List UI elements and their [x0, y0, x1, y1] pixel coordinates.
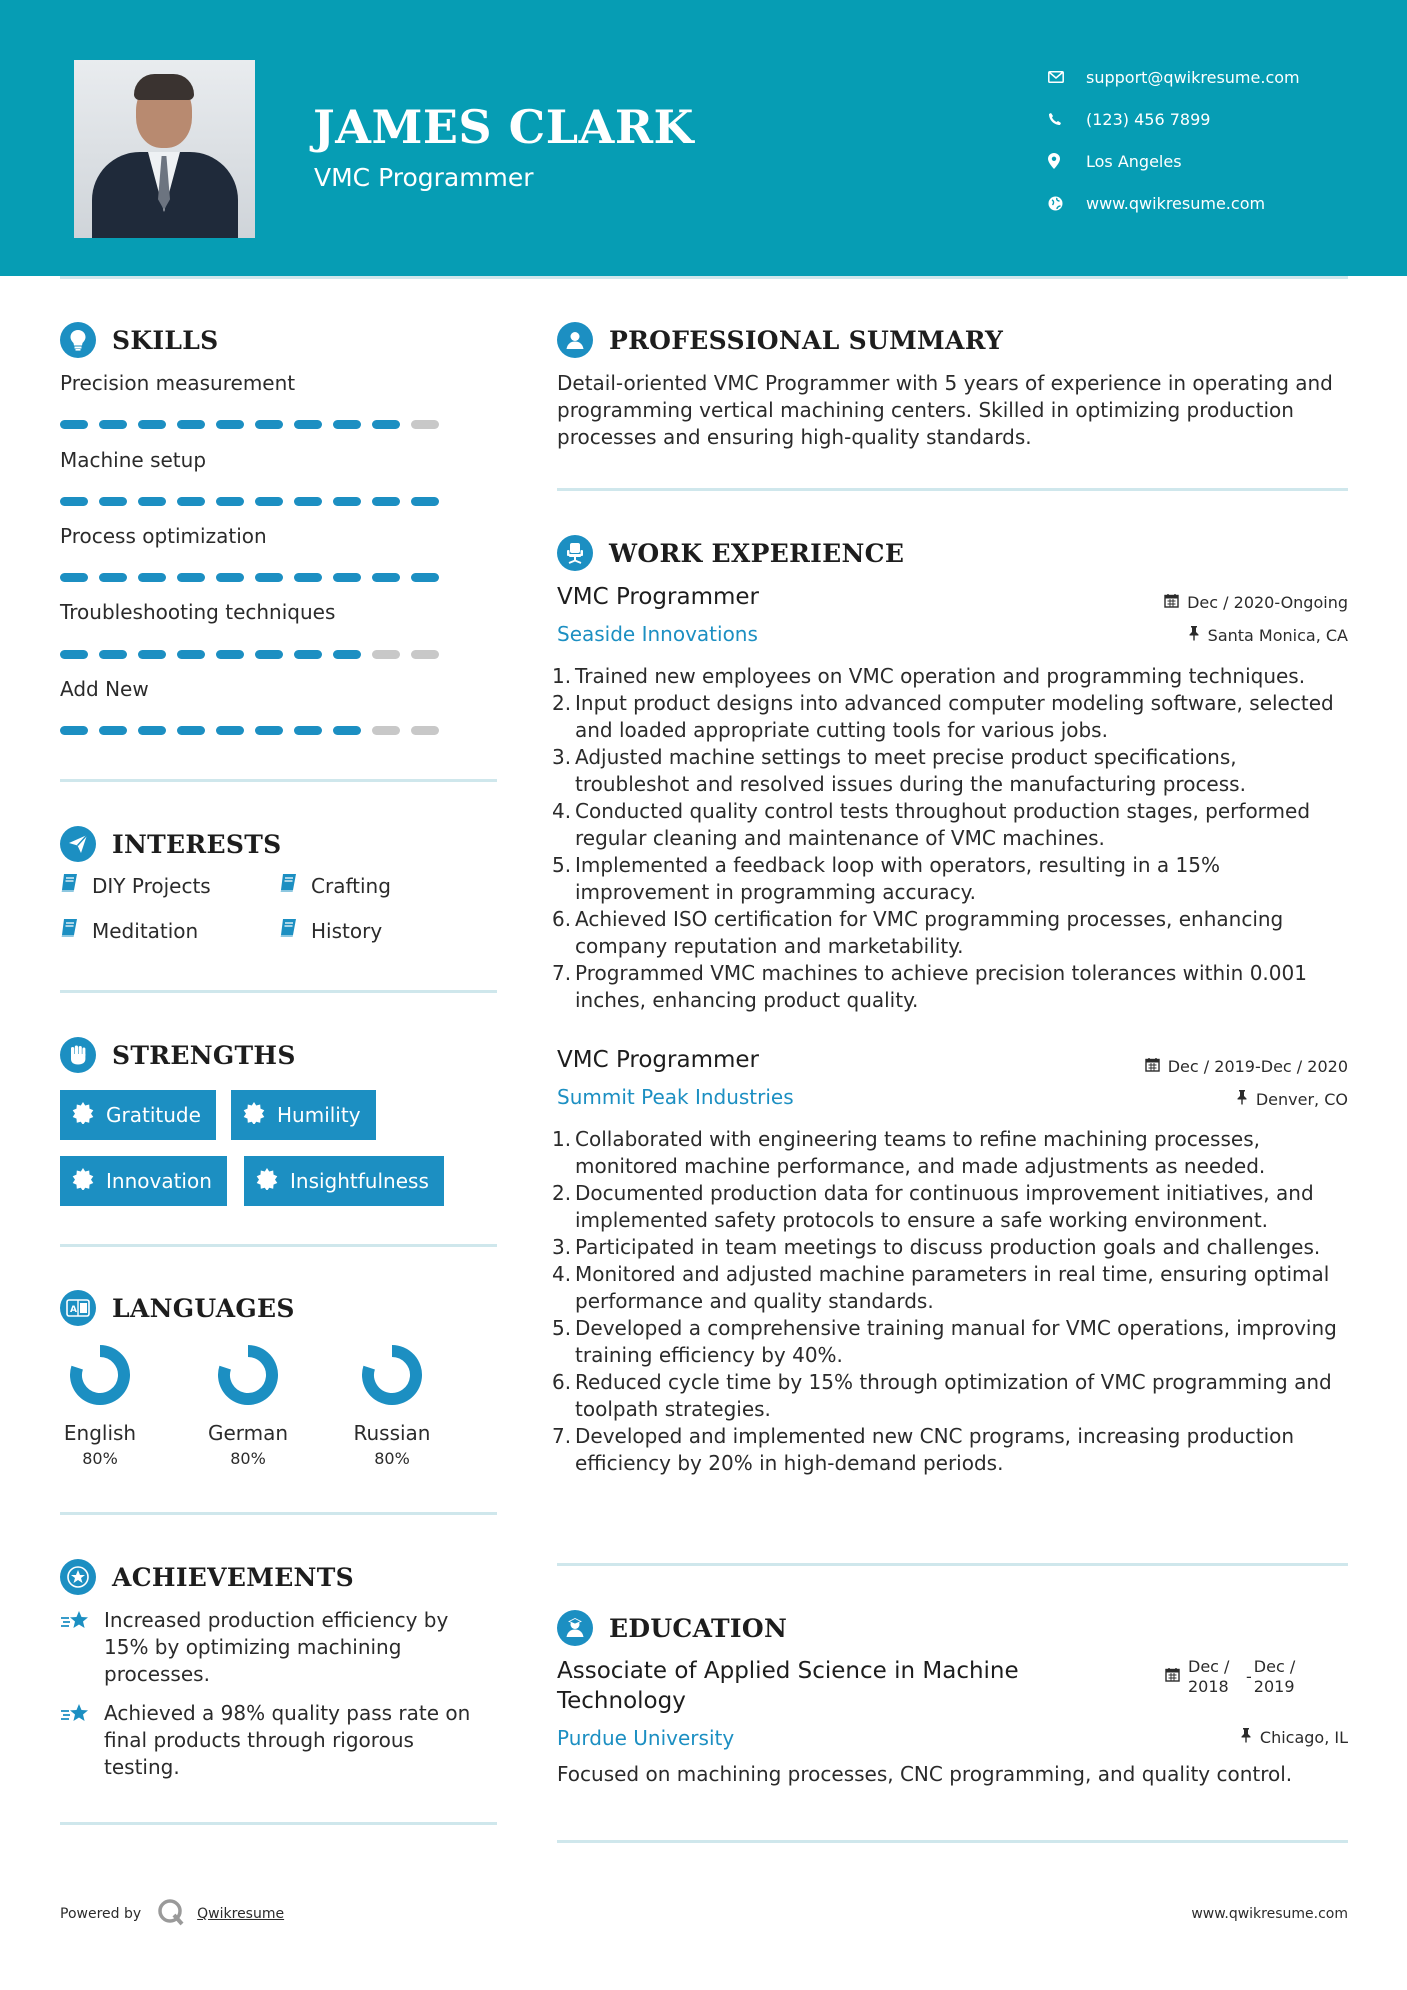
skill-dot-empty	[372, 650, 400, 659]
strength-tag	[60, 1090, 216, 1140]
summary-text: Detail-oriented VMC Programmer with 5 years of experience in operating and programming vertical machining centers. Skilled in optimizing production processes and ensuring high-quality standards.	[557, 371, 1333, 449]
map-pin-icon	[1048, 152, 1078, 170]
contact-location	[1048, 140, 1300, 182]
skill-name: Machine setup	[60, 448, 207, 472]
job-bullet	[552, 744, 1352, 798]
skill-dot-filled	[333, 650, 361, 659]
skills-title: SKILLS	[112, 325, 219, 355]
education-description: Focused on machining processes, CNC programming, and quality control.	[557, 1762, 1293, 1786]
pushpin-icon	[1188, 625, 1200, 645]
interest-label: Meditation	[92, 918, 199, 943]
bullet-text: Documented production data for continuous improvement initiatives, and implemented safety protocols to ensure a safe working environment.	[575, 1181, 1314, 1232]
skill-dot-filled	[60, 420, 88, 429]
bullet-number: 4.	[552, 799, 572, 823]
job-dates	[1145, 1057, 1348, 1076]
skill-dot-filled	[333, 573, 361, 582]
skill-dot-filled	[411, 497, 439, 506]
candidate-name: JAMES CLARK	[313, 100, 695, 154]
skill-dot-filled	[216, 497, 244, 506]
company-name: Summit Peak Industries	[557, 1085, 794, 1109]
bullet-text: Input product designs into advanced computer modeling software, selected and loaded appropriate cutting tools for various jobs.	[575, 691, 1334, 742]
footer-website[interactable]: www.qwikresume.com	[1191, 1906, 1348, 1922]
contact-phone-text: (123) 456 7899	[1086, 109, 1211, 129]
job-bullet	[552, 663, 1352, 690]
summary-title: PROFESSIONAL SUMMARY	[609, 325, 1004, 355]
summary-divider	[557, 488, 1348, 491]
skill-dot-filled	[99, 420, 127, 429]
experience-divider	[557, 1563, 1348, 1566]
pushpin-icon	[1236, 1089, 1248, 1109]
job-location-text: Santa Monica, CA	[1207, 625, 1348, 645]
contact-phone[interactable]	[1048, 98, 1300, 140]
skill-rating	[60, 420, 450, 429]
bullet-text: Developed and implemented new CNC programs, increasing production efficiency by 20% in high-demand periods.	[575, 1424, 1295, 1475]
bullet-number: 2.	[552, 1181, 572, 1205]
skill-dot-filled	[99, 650, 127, 659]
bullet-number: 5.	[552, 853, 572, 877]
contact-email[interactable]	[1048, 56, 1300, 98]
job-bullet	[552, 1261, 1352, 1315]
job-bullet	[552, 852, 1352, 906]
strengths-divider	[60, 1244, 497, 1247]
skill-name: Precision measurement	[60, 371, 296, 395]
achievement-item	[60, 1700, 490, 1781]
bullet-text: Collaborated with engineering teams to refine machining processes, monitored machine performance, and made adjustments as needed.	[575, 1127, 1266, 1178]
skill-rating	[60, 573, 450, 582]
book-icon	[279, 873, 299, 898]
job-bullet	[552, 906, 1352, 960]
experience-heading	[557, 535, 904, 571]
book-icon	[279, 918, 299, 943]
shooting-star-icon	[60, 1700, 104, 1781]
skill-dot-empty	[411, 420, 439, 429]
skill-dot-filled	[255, 420, 283, 429]
degree-title: Associate of Applied Science in Machine Technology	[557, 1658, 1019, 1714]
languages-heading	[60, 1290, 295, 1326]
profile-photo	[74, 60, 255, 238]
job-dates-text: Dec / 2019-Dec / 2020	[1167, 1057, 1348, 1076]
skill-dot-filled	[255, 726, 283, 735]
header-divider	[60, 276, 1348, 279]
badge-star-icon	[243, 1102, 265, 1129]
interests-title: INTERESTS	[112, 829, 282, 859]
strength-tag	[231, 1090, 376, 1140]
interest-label: DIY Projects	[92, 873, 211, 898]
achievements-heading	[60, 1559, 354, 1595]
skill-dot-empty	[411, 650, 439, 659]
bullet-number: 6.	[552, 907, 572, 931]
language-progress-arc	[224, 1351, 272, 1399]
book-icon	[60, 918, 80, 943]
skill-dot-filled	[60, 573, 88, 582]
skill-rating	[60, 650, 450, 659]
skill-dot-filled	[99, 497, 127, 506]
contact-website[interactable]	[1048, 182, 1300, 224]
languages-title: LANGUAGES	[112, 1293, 295, 1323]
job-dates-text: Dec / 2020-Ongoing	[1187, 593, 1348, 612]
bullet-text: Achieved ISO certification for VMC programming processes, enhancing company reputation and marketability.	[575, 907, 1284, 958]
footer-brand-link[interactable]: Qwikresume	[197, 1906, 285, 1922]
bullet-number: 1.	[552, 664, 572, 688]
skill-dot-filled	[216, 573, 244, 582]
skill-dot-filled	[177, 650, 205, 659]
calendar-icon	[1164, 593, 1179, 612]
contact-website-text: www.qwikresume.com	[1086, 193, 1266, 213]
job-bullet	[552, 798, 1352, 852]
job-bullet	[552, 1126, 1352, 1180]
strength-label: Gratitude	[106, 1103, 201, 1127]
job-title: VMC Programmer	[557, 584, 760, 610]
shooting-star-icon	[60, 1607, 104, 1688]
achievement-item	[60, 1607, 490, 1688]
skill-dot-filled	[138, 497, 166, 506]
education-title: EDUCATION	[609, 1613, 788, 1643]
bullet-number: 1.	[552, 1127, 572, 1151]
skill-dot-filled	[216, 650, 244, 659]
language-percent: 80%	[82, 1449, 118, 1468]
bullet-number: 6.	[552, 1370, 572, 1394]
skill-dot-filled	[99, 573, 127, 582]
bullet-text: Participated in team meetings to discuss production goals and challenges.	[575, 1235, 1321, 1259]
education-date-separator: -	[1246, 1667, 1252, 1686]
skill-dot-filled	[177, 420, 205, 429]
language-icon	[60, 1290, 96, 1326]
bullet-text: Conducted quality control tests throughout production stages, performed regular cleaning and maintenance of VMC machines.	[575, 799, 1311, 850]
skill-rating	[60, 726, 450, 735]
powered-by-label: Powered by	[60, 1906, 142, 1922]
language-item	[40, 1345, 160, 1468]
achievements-divider	[60, 1822, 497, 1825]
skill-name: Process optimization	[60, 524, 267, 548]
job-bullet	[552, 690, 1352, 744]
skill-dot-filled	[60, 497, 88, 506]
job-bullet	[552, 1315, 1352, 1369]
bullet-text: Trained new employees on VMC operation and programming techniques.	[575, 664, 1306, 688]
achievement-text: Increased production efficiency by 15% by optimizing machining processes.	[104, 1608, 449, 1686]
star-badge-icon	[60, 1559, 96, 1595]
graduate-icon	[557, 1610, 593, 1646]
skill-dot-filled	[294, 497, 322, 506]
job-bullets	[552, 663, 1352, 1014]
job-title: VMC Programmer	[557, 1047, 760, 1073]
strength-label: Humility	[277, 1103, 361, 1127]
achievement-text: Achieved a 98% quality pass rate on final products through rigorous testing.	[104, 1701, 471, 1779]
job-location	[1236, 1089, 1348, 1109]
badge-star-icon	[256, 1168, 278, 1195]
language-progress-ring	[362, 1345, 422, 1405]
strength-label: Insightfulness	[290, 1169, 429, 1193]
contact-location-text: Los Angeles	[1086, 151, 1182, 171]
bullet-number: 7.	[552, 961, 572, 985]
skill-dot-filled	[372, 420, 400, 429]
language-item	[188, 1345, 308, 1468]
skill-dot-filled	[216, 726, 244, 735]
language-progress-ring	[218, 1345, 278, 1405]
skill-dot-filled	[138, 573, 166, 582]
school-name: Purdue University	[557, 1726, 735, 1750]
skill-dot-filled	[294, 726, 322, 735]
calendar-icon	[1145, 1057, 1160, 1076]
book-icon	[60, 873, 80, 898]
job-bullet	[552, 1369, 1352, 1423]
education-date-start: Dec / 2018	[1188, 1657, 1230, 1696]
skill-dot-filled	[138, 420, 166, 429]
skill-dot-filled	[411, 573, 439, 582]
skill-dot-filled	[60, 726, 88, 735]
languages-divider	[60, 1512, 497, 1515]
interest-item	[60, 918, 198, 943]
pushpin-icon	[1240, 1727, 1252, 1747]
bullet-number: 5.	[552, 1316, 572, 1340]
bullet-text: Monitored and adjusted machine parameters in real time, ensuring optimal performance and quality standards.	[575, 1262, 1330, 1313]
skill-dot-filled	[177, 573, 205, 582]
education-location-text: Chicago, IL	[1259, 1727, 1348, 1747]
strength-label: Innovation	[106, 1169, 212, 1193]
badge-star-icon	[72, 1168, 94, 1195]
user-icon	[557, 322, 593, 358]
strength-tag	[60, 1156, 227, 1206]
skills-divider	[60, 779, 497, 782]
interest-label: Crafting	[311, 873, 391, 898]
bullet-number: 4.	[552, 1262, 572, 1286]
envelope-icon	[1048, 68, 1078, 86]
summary-heading	[557, 322, 1003, 358]
header-banner	[0, 0, 1407, 276]
interest-item	[279, 873, 391, 898]
skill-dot-filled	[177, 726, 205, 735]
skill-dot-empty	[411, 726, 439, 735]
job-location-text: Denver, CO	[1255, 1089, 1348, 1109]
raised-fist-icon	[60, 1037, 96, 1073]
phone-icon	[1048, 110, 1078, 128]
job-bullet	[552, 1234, 1352, 1261]
skill-dot-filled	[255, 497, 283, 506]
interest-item	[60, 873, 211, 898]
language-name: Russian	[353, 1421, 431, 1445]
skill-dot-filled	[294, 420, 322, 429]
bullet-text: Programmed VMC machines to achieve precision tolerances within 0.001 inches, enhancing product quality.	[575, 961, 1307, 1012]
language-percent: 80%	[374, 1449, 410, 1468]
language-name: English	[63, 1421, 137, 1445]
bullet-text: Implemented a feedback loop with operators, resulting in a 15% improvement in programming accuracy.	[575, 853, 1220, 904]
bullet-number: 3.	[552, 1235, 572, 1259]
svg-text:A: A	[70, 1305, 77, 1315]
job-location	[1188, 625, 1348, 645]
job-bullet	[552, 1423, 1352, 1477]
skill-dot-filled	[177, 497, 205, 506]
interest-item	[279, 918, 382, 943]
candidate-role: VMC Programmer	[314, 163, 534, 192]
achievements-title: ACHIEVEMENTS	[112, 1562, 354, 1592]
interests-heading	[60, 826, 281, 862]
bullet-number: 3.	[552, 745, 572, 769]
skill-dot-filled	[294, 650, 322, 659]
footer-powered-by	[60, 1898, 284, 1930]
skill-dot-filled	[333, 726, 361, 735]
language-progress-arc	[368, 1351, 416, 1399]
skill-dot-filled	[138, 650, 166, 659]
interest-label: History	[311, 918, 383, 943]
skill-dot-filled	[372, 497, 400, 506]
job-bullet	[552, 1180, 1352, 1234]
bullet-text: Adjusted machine settings to meet precise product specifications, troubleshot and resolved issues during the manufacturing process.	[575, 745, 1246, 796]
bullet-number: 7.	[552, 1424, 572, 1448]
skill-dot-filled	[255, 650, 283, 659]
job-bullets	[552, 1126, 1352, 1477]
paper-plane-icon	[60, 826, 96, 862]
skill-dot-filled	[138, 726, 166, 735]
contact-list	[1048, 56, 1300, 224]
language-progress-ring	[70, 1345, 130, 1405]
skill-dot-filled	[333, 420, 361, 429]
skill-dot-filled	[372, 573, 400, 582]
contact-email-text: support@qwikresume.com	[1086, 67, 1300, 87]
skill-rating	[60, 497, 450, 506]
job-dates	[1164, 593, 1348, 612]
lightbulb-icon	[60, 322, 96, 358]
job-bullet	[552, 960, 1352, 1014]
language-name: German	[207, 1421, 289, 1445]
education-divider	[557, 1840, 1348, 1843]
company-name: Seaside Innovations	[557, 622, 758, 646]
skill-name: Add New	[60, 677, 149, 701]
strength-tag	[244, 1156, 444, 1206]
education-date-end: Dec / 2019	[1253, 1657, 1296, 1696]
skill-name: Troubleshooting techniques	[60, 600, 336, 624]
language-progress-arc	[76, 1351, 124, 1399]
skill-dot-filled	[333, 497, 361, 506]
office-chair-icon	[557, 535, 593, 571]
education-heading	[557, 1610, 787, 1646]
skill-dot-filled	[255, 573, 283, 582]
language-item	[332, 1345, 452, 1468]
strengths-heading	[60, 1037, 296, 1073]
globe-icon	[1048, 194, 1078, 212]
skill-dot-filled	[60, 650, 88, 659]
bullet-text: Developed a comprehensive training manual for VMC operations, improving training efficiency by 40%.	[575, 1316, 1337, 1367]
qwikresume-logo-icon	[157, 1898, 185, 1930]
education-location	[1240, 1727, 1348, 1747]
interests-divider	[60, 990, 497, 993]
strengths-title: STRENGTHS	[112, 1040, 296, 1070]
calendar-icon	[1165, 1667, 1180, 1687]
bullet-number: 2.	[552, 691, 572, 715]
skill-dot-empty	[372, 726, 400, 735]
badge-star-icon	[72, 1102, 94, 1129]
experience-title: WORK EXPERIENCE	[609, 538, 905, 568]
skill-dot-filled	[294, 573, 322, 582]
skill-dot-filled	[99, 726, 127, 735]
education-dates	[1165, 1657, 1302, 1697]
bullet-text: Reduced cycle time by 15% through optimization of VMC programming and toolpath strategies.	[575, 1370, 1332, 1421]
skill-dot-filled	[216, 420, 244, 429]
language-percent: 80%	[230, 1449, 266, 1468]
skills-heading	[60, 322, 219, 358]
